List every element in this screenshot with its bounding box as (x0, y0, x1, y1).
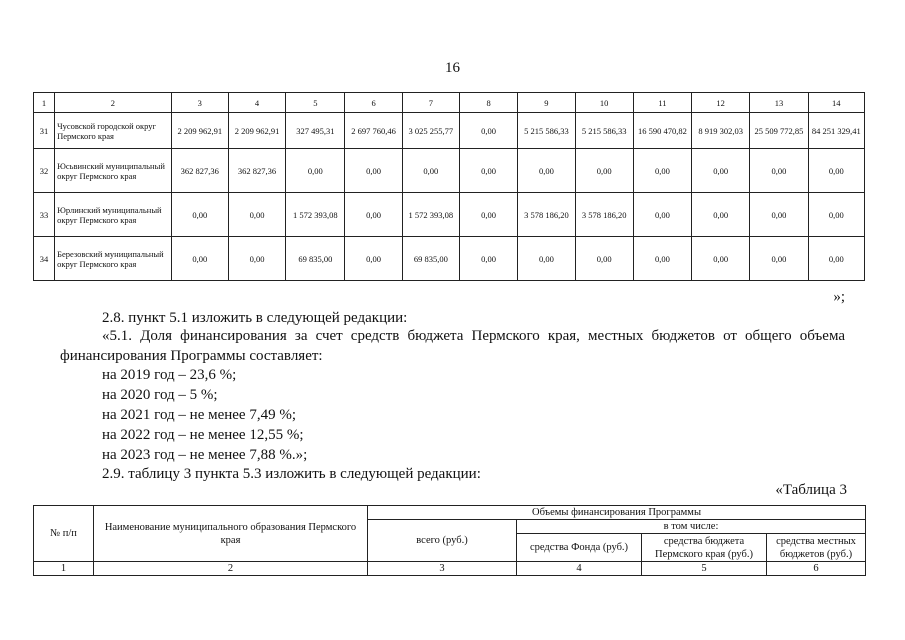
table-3 (33, 505, 866, 576)
table-caption: «Таблица 3 (775, 482, 847, 498)
amount-cell: 0,00 (692, 237, 750, 281)
amount-cell: 0,00 (633, 193, 691, 237)
column-number-cell: 2 (55, 93, 172, 113)
amount-cell: 5 215 586,33 (518, 113, 575, 149)
amount-cell: 3 578 186,20 (518, 193, 575, 237)
quote-line-1: «5.1. Доля финансирования за счет средств бюджета Пермского края, местных бюджетов от общего объема (102, 328, 845, 344)
amendment-item-2-8: 2.8. пункт 5.1 изложить в следующей редакции: (102, 310, 408, 326)
table-row (34, 149, 865, 193)
amount-cell: 0,00 (692, 149, 750, 193)
column-number-cell: 5 (642, 562, 767, 576)
column-number-cell: 2 (94, 562, 368, 576)
amount-cell: 8 919 302,03 (692, 113, 750, 149)
column-number-cell: 9 (518, 93, 575, 113)
amount-cell: 1 572 393,08 (286, 193, 345, 237)
year-share-2023: на 2023 год – не менее 7,88 %.»; (102, 447, 308, 463)
header-regional-budget: средства бюджета Пермского края (руб.) (642, 534, 767, 562)
amount-cell: 362 827,36 (171, 149, 228, 193)
row-number-cell: 34 (34, 237, 55, 281)
financing-table (33, 92, 865, 281)
amount-cell: 2 697 760,46 (345, 113, 402, 149)
amount-cell: 0,00 (750, 237, 808, 281)
quote-line-2: финансирования Программы составляет: (60, 348, 323, 364)
amount-cell: 3 578 186,20 (575, 193, 633, 237)
column-number-cell: 3 (171, 93, 228, 113)
amount-cell: 0,00 (633, 237, 691, 281)
header-including: в том числе: (517, 520, 866, 534)
amount-cell: 2 209 962,91 (171, 113, 228, 149)
amount-cell: 0,00 (171, 193, 228, 237)
column-number-cell: 12 (692, 93, 750, 113)
amount-cell: 0,00 (692, 193, 750, 237)
municipality-name-cell: Чусовской городской округ Пермского края (55, 113, 172, 149)
amount-cell: 0,00 (808, 237, 864, 281)
year-share-2020: на 2020 год – 5 %; (102, 387, 218, 403)
amount-cell: 0,00 (459, 237, 517, 281)
amount-cell: 0,00 (228, 193, 285, 237)
table-row (34, 237, 865, 281)
amount-cell: 0,00 (459, 193, 517, 237)
closing-quote-mark: »; (833, 289, 845, 305)
column-number-cell: 6 (345, 93, 402, 113)
year-share-2022: на 2022 год – не менее 12,55 %; (102, 427, 304, 443)
amount-cell: 25 509 772,85 (750, 113, 808, 149)
amount-cell: 3 025 255,77 (402, 113, 459, 149)
municipality-name-cell: Юсьвинский муниципальный округ Пермского края (55, 149, 172, 193)
amendment-item-2-9: 2.9. таблицу 3 пункта 5.3 изложить в следующей редакции: (102, 466, 481, 482)
amount-cell: 69 835,00 (402, 237, 459, 281)
column-number-cell: 10 (575, 93, 633, 113)
column-number-cell: 5 (286, 93, 345, 113)
amount-cell: 0,00 (518, 149, 575, 193)
amount-cell: 0,00 (286, 149, 345, 193)
header-financing-volumes: Объемы финансирования Программы (368, 506, 866, 520)
row-number-cell: 31 (34, 113, 55, 149)
column-number-cell: 4 (517, 562, 642, 576)
table-row (34, 193, 865, 237)
header-total: всего (руб.) (368, 520, 517, 562)
column-number-cell: 7 (402, 93, 459, 113)
amount-cell: 69 835,00 (286, 237, 345, 281)
column-number-cell: 6 (767, 562, 866, 576)
column-number-cell: 3 (368, 562, 517, 576)
year-share-2019: на 2019 год – 23,6 %; (102, 367, 237, 383)
amount-cell: 0,00 (402, 149, 459, 193)
page-number: 16 (445, 60, 460, 76)
amount-cell: 0,00 (345, 237, 402, 281)
header-fund-funds: средства Фонда (руб.) (517, 534, 642, 562)
header-local-budgets: средства местных бюджетов (руб.) (767, 534, 866, 562)
amount-cell: 0,00 (750, 149, 808, 193)
column-number-cell: 1 (34, 93, 55, 113)
amount-cell: 0,00 (345, 193, 402, 237)
column-number-cell: 1 (34, 562, 94, 576)
column-number-cell: 13 (750, 93, 808, 113)
amount-cell: 0,00 (750, 193, 808, 237)
amount-cell: 0,00 (228, 237, 285, 281)
municipality-name-cell: Юрлинский муниципальный округ Пермского края (55, 193, 172, 237)
amount-cell: 0,00 (633, 149, 691, 193)
column-number-cell: 4 (228, 93, 285, 113)
amount-cell: 0,00 (459, 113, 517, 149)
header-municipality: Наименование муниципального образования Пермского края (94, 506, 368, 562)
amount-cell: 1 572 393,08 (402, 193, 459, 237)
amount-cell: 0,00 (808, 149, 864, 193)
row-number-cell: 33 (34, 193, 55, 237)
amount-cell: 327 495,31 (286, 113, 345, 149)
amount-cell: 0,00 (575, 149, 633, 193)
header-row (34, 93, 865, 113)
amount-cell: 0,00 (518, 237, 575, 281)
row-number-cell: 32 (34, 149, 55, 193)
amount-cell: 2 209 962,91 (228, 113, 285, 149)
year-share-2021: на 2021 год – не менее 7,49 %; (102, 407, 297, 423)
table-row (34, 113, 865, 149)
amount-cell: 0,00 (345, 149, 402, 193)
municipality-name-cell: Березовский муниципальный округ Пермского края (55, 237, 172, 281)
column-number-cell: 14 (808, 93, 864, 113)
amount-cell: 0,00 (171, 237, 228, 281)
amount-cell: 0,00 (459, 149, 517, 193)
amount-cell: 5 215 586,33 (575, 113, 633, 149)
amount-cell: 16 590 470,82 (633, 113, 691, 149)
column-numbers-row (34, 562, 866, 576)
column-number-cell: 11 (633, 93, 691, 113)
amount-cell: 84 251 329,41 (808, 113, 864, 149)
amount-cell: 0,00 (808, 193, 864, 237)
amount-cell: 0,00 (575, 237, 633, 281)
amount-cell: 362 827,36 (228, 149, 285, 193)
column-number-cell: 8 (459, 93, 517, 113)
header-number: № п/п (34, 506, 94, 562)
